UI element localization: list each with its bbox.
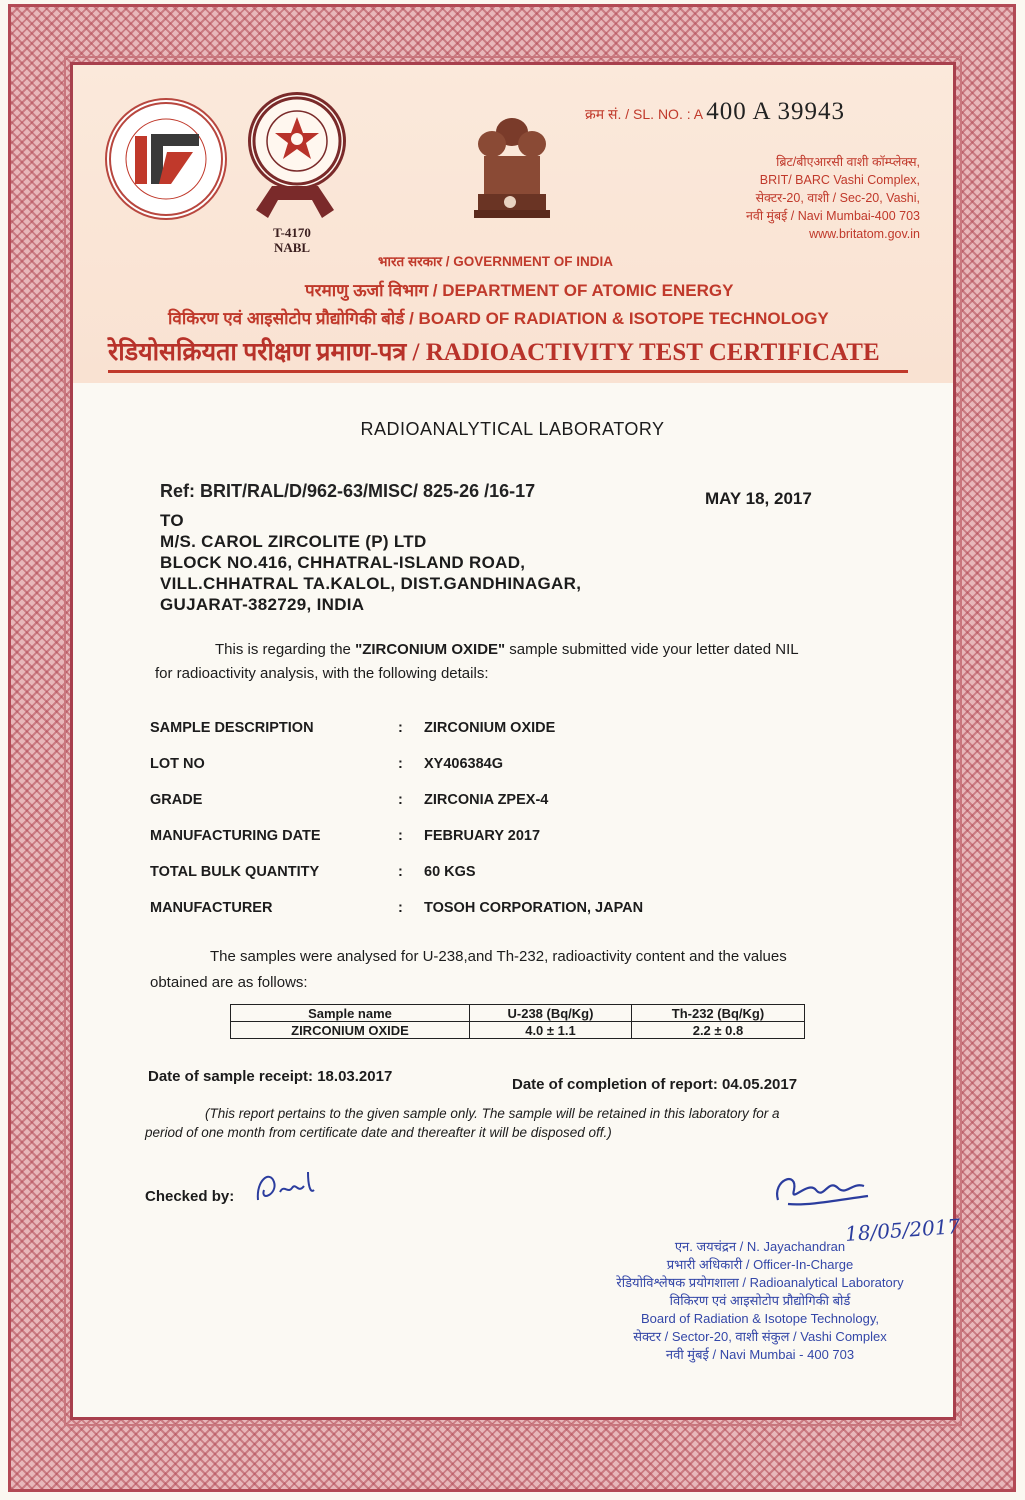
lab-title: RADIOANALYTICAL LABORATORY <box>360 419 665 439</box>
detail-row: SAMPLE DESCRIPTION : ZIRCONIUM OXIDE <box>150 720 556 736</box>
serial-label: क्रम सं. / SL. NO. : A <box>585 106 703 122</box>
serial-number <box>585 98 845 126</box>
report-completion-date: Date of completion of report: 04.05.2017 <box>512 1076 798 1093</box>
detail-row: LOT NO : XY406384G <box>150 756 504 772</box>
checked-by-label: Checked by: <box>145 1188 235 1205</box>
department-line: परमाणु ऊर्जा विभाग / DEPARTMENT OF ATOMIC ENERGY <box>305 281 734 300</box>
letter-date: MAY 18, 2017 <box>705 489 812 508</box>
sample-details <box>150 710 750 926</box>
board-line: विकिरण एवं आइसोटोप प्रौद्योगिकी बोर्ड / BOARD OF RADIATION & ISOTOPE TECHNOLOGY <box>168 309 829 328</box>
analysis-paragraph: The samples were analysed for U-238,and Th-232, radioactivity content and the values obtained are as follows: <box>150 948 787 991</box>
brit-logo-icon <box>105 98 227 220</box>
seal-ribbon-icon <box>252 180 338 222</box>
disclaimer-note: (This report pertains to the given sample only. The sample will be retained in this laboratory for a period of one month from certificate date and thereafter it will be disposed off.) <box>145 1106 780 1140</box>
officer-signature-icon <box>768 1160 878 1220</box>
certificate-title: रेडियोसक्रियता परीक्षण प्रमाण-पत्र / RADIOACTIVITY TEST CERTIFICATE <box>108 334 908 373</box>
nabl-code: T-4170 NABL <box>273 225 311 255</box>
national-emblem-icon <box>470 110 554 240</box>
detail-row: MANUFACTURING DATE : FEBRUARY 2017 <box>150 828 541 844</box>
sample-receipt-date: Date of sample receipt: 18.03.2017 <box>148 1068 393 1085</box>
government-line: भारत सरकार / GOVERNMENT OF INDIA <box>378 254 613 269</box>
intro-paragraph: This is regarding the "ZIRCONIUM OXIDE" sample submitted vide your letter dated NIL for radioactivity analysis, with the following details: <box>155 641 799 682</box>
handwritten-date: 18/05/2017 <box>844 1214 961 1246</box>
brit-address: ब्रिट/बीएआरसी वाशी कॉम्प्लेक्स, BRIT/ BARC Vashi Complex, सेक्टर-20, वाशी / Sec-20, Vashi, नवी मुंबई / Navi Mumbai-400 703 www.britatom.gov.in <box>745 155 920 241</box>
seal-logo-icon <box>248 92 346 190</box>
officer-stamp: एन. जयचंद्रन / N. Jayachandran प्रभारी अधिकारी / Officer-In-Charge रेडियोविश्लेषक प्रयोगशाला / Radioanalytical Laboratory विकिरण एवं आइसोटोप प्रौद्योगिकी बोर्ड Board of Radiation & Isotope Technology, सेक्टर / Sector-20, वाशी संकुल / Vashi Complex नवी मुंबई / Navi Mumbai - 400 703 <box>616 1239 904 1362</box>
detail-row: MANUFACTURER : TOSOH CORPORATION, JAPAN <box>150 900 644 916</box>
detail-row: GRADE : ZIRCONIA ZPEX-4 <box>150 792 549 808</box>
table-row: ZIRCONIUM OXIDE 4.0 ± 1.1 2.2 ± 0.8 <box>231 1022 805 1039</box>
checker-signature-icon <box>250 1160 330 1210</box>
reference-number: Ref: BRIT/RAL/D/962-63/MISC/ 825-26 /16-17 <box>160 481 536 501</box>
serial-value: 400 A 39943 <box>706 98 845 125</box>
table-header-row: Sample name U-238 (Bq/Kg) Th-232 (Bq/Kg) <box>231 1005 805 1022</box>
recipient-address: TO M/S. CAROL ZIRCOLITE (P) LTD BLOCK NO.416, CHHATRAL-ISLAND ROAD, VILL.CHHATRAL TA.KALOL, DIST.GANDHINAGAR, GUJARAT-382729, INDIA <box>160 511 582 614</box>
results-table <box>230 1004 805 1039</box>
detail-row: TOTAL BULK QUANTITY : 60 KGS <box>150 864 476 880</box>
